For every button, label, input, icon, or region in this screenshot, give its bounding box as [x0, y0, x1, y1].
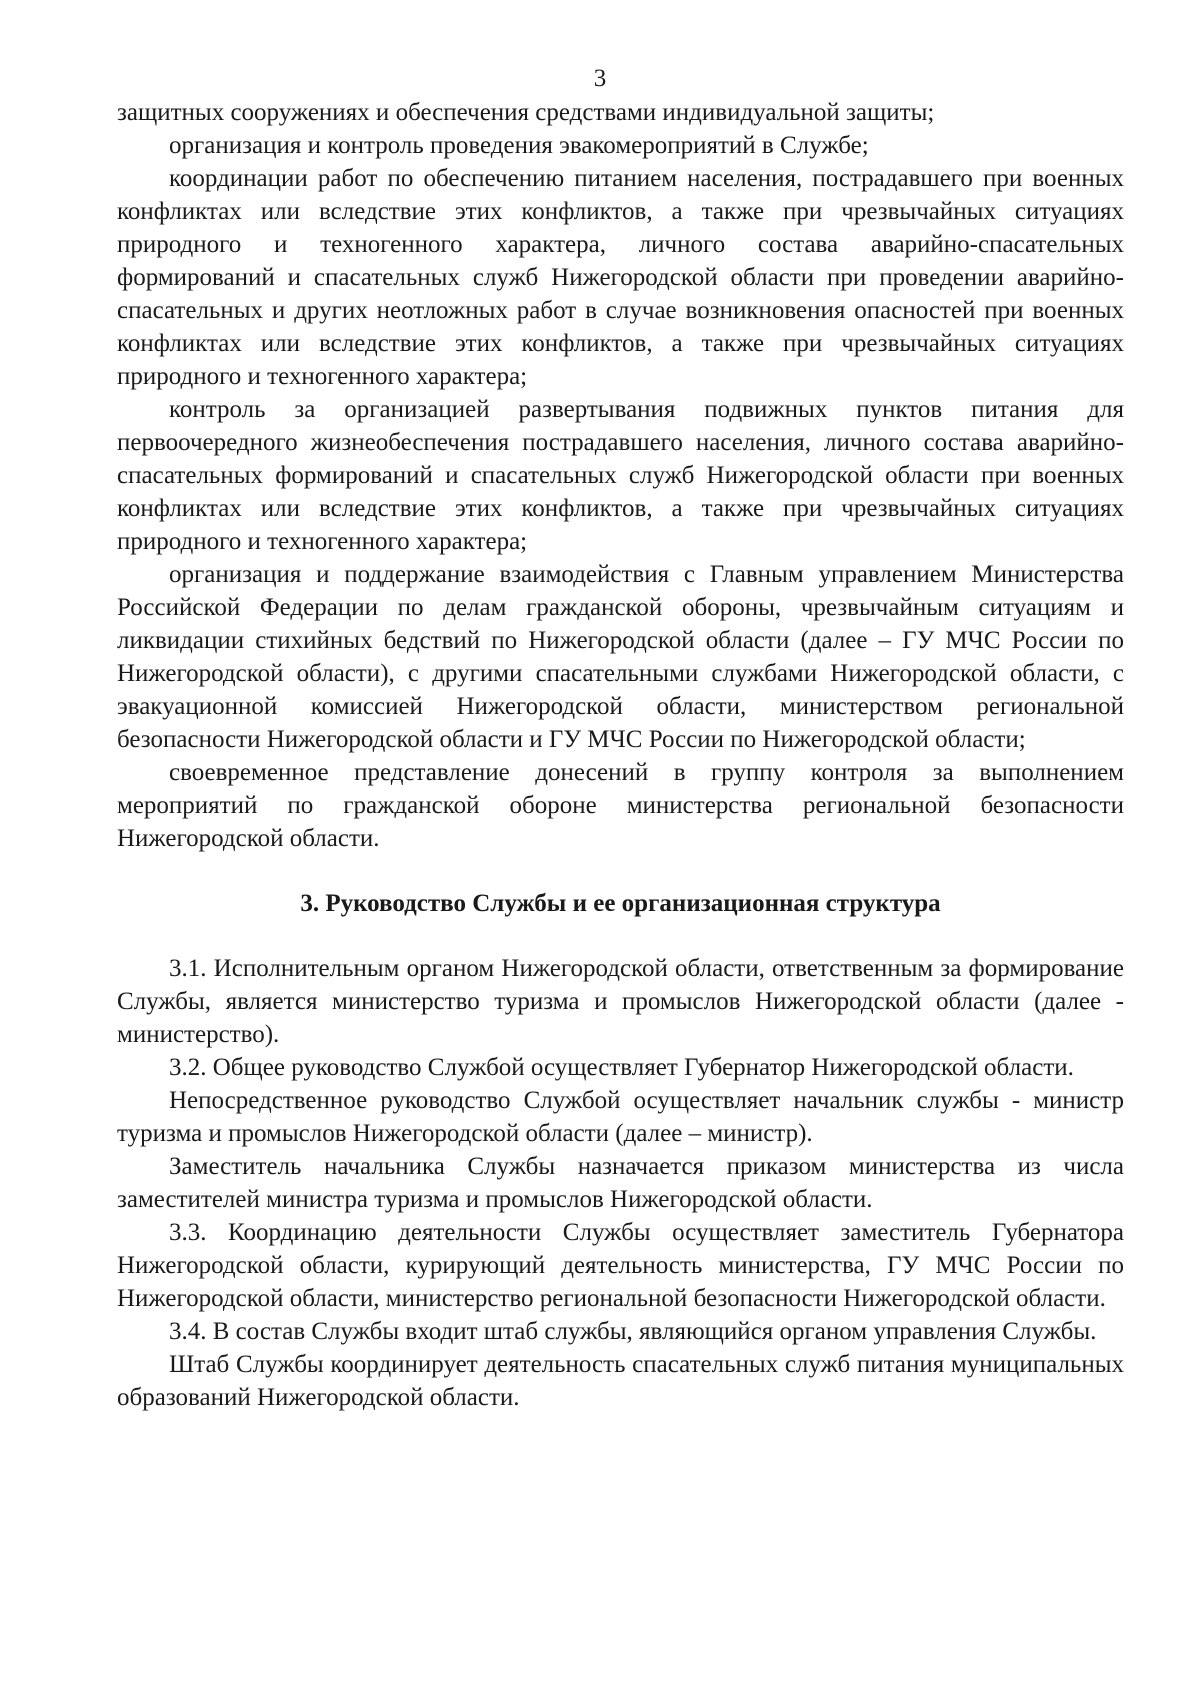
- paragraph-after-2: 3.2. Общее руководство Службой осуществляет Губернатор Нижегородской области.: [169, 1054, 1074, 1081]
- paragraph-after-4: Заместитель начальника Службы назначается приказом министерства из числа заместителей министра туризма и промыслов Нижегородской области.: [117, 1153, 1124, 1213]
- paragraph-after-6: 3.4. В состав Службы входит штаб службы, являющийся органом управления Службы.: [169, 1318, 1097, 1345]
- section-heading: 3. Руководство Службы и ее организационная структура: [300, 890, 941, 917]
- paragraph-before-5: организация и поддержание взаимодействия с Главным управлением Министерства Российской Федерации по делам гражданской обороны, чрезвычайным ситуациям и ликвидации стихийных бедствий по Нижегородской области (далее – ГУ МЧС России по Нижегородской области), с другими спасательными службами Нижегородской области, с эвакуационной комиссией Нижегородской области, министерством региональной безопасности Нижегородской области и ГУ МЧС России по Нижегородской области;: [117, 561, 1124, 753]
- paragraph-after-3: Непосредственное руководство Службой осуществляет начальник службы - министр туризма и промыслов Нижегородской области (далее – министр).: [117, 1087, 1124, 1147]
- page-number: 3: [593, 65, 607, 92]
- paragraph-before-2: организация и контроль проведения эвакомероприятий в Службе;: [169, 132, 869, 159]
- document-body: [117, 96, 1124, 1414]
- paragraph-before-1: защитных сооружениях и обеспечения средствами индивидуальной защиты;: [117, 99, 935, 126]
- paragraph-before-6: своевременное представление донесений в группу контроля за выполнением мероприятий по гражданской обороне министерства региональной безопасности Нижегородской области.: [117, 759, 1124, 852]
- paragraph-before-4: контроль за организацией развертывания подвижных пунктов питания для первоочередного жизнеобеспечения пострадавшего населения, личного состава аварийно-спасательных формирований и спасательных служб Нижегородской области при военных конфликтах или вследствие этих конфликтов, а также при чрезвычайных ситуациях природного и техногенного характера;: [117, 396, 1124, 555]
- paragraph-after-5: 3.3. Координацию деятельности Службы осуществляет заместитель Губернатора Нижегородской области, курирующий деятельность министерства, ГУ МЧС России по Нижегородской области, министерство региональной безопасности Нижегородской области.: [117, 1219, 1124, 1312]
- paragraph-before-3: координации работ по обеспечению питанием населения, пострадавшего при военных конфликтах или вследствие этих конфликтов, а также при чрезвычайных ситуациях природного и техногенного характера, личного состава аварийно-спасательных формирований и спасательных служб Нижегородской области при проведении аварийно-спасательных и других неотложных работ в случае возникновения опасностей при военных конфликтах или вследствие этих конфликтов, а также при чрезвычайных ситуациях природного и техногенного характера;: [117, 165, 1124, 390]
- paragraph-after-7: Штаб Службы координирует деятельность спасательных служб питания муниципальных образований Нижегородской области.: [117, 1351, 1124, 1411]
- paragraph-after-1: 3.1. Исполнительным органом Нижегородской области, ответственным за формирование Службы, является министерство туризма и промыслов Нижегородской области (далее - министерство).: [117, 955, 1124, 1048]
